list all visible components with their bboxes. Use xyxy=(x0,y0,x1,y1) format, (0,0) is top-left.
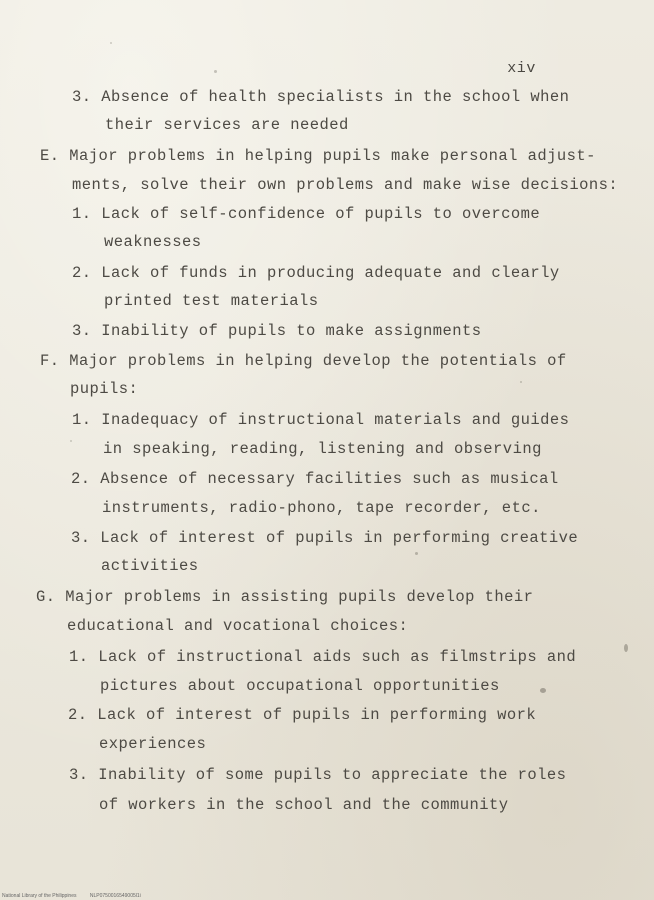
page-number: xiv xyxy=(507,60,536,77)
text-line: printed test materials xyxy=(104,292,319,310)
text-line: G. Major problems in assisting pupils develop their xyxy=(36,588,534,606)
text-line: 2. Lack of funds in producing adequate and clearly xyxy=(72,264,560,282)
text-line: experiences xyxy=(99,735,207,753)
paper-speck xyxy=(520,381,522,383)
paper-speck xyxy=(540,688,546,693)
text-line: 3. Inability of pupils to make assignments xyxy=(72,322,482,340)
text-line: instruments, radio-phono, tape recorder, etc. xyxy=(102,499,541,517)
text-line: E. Major problems in helping pupils make personal adjust- xyxy=(40,147,596,165)
text-line: of workers in the school and the community xyxy=(99,796,509,814)
archive-footer xyxy=(2,893,153,899)
paper-speck xyxy=(70,440,72,442)
paper-speck xyxy=(110,42,112,44)
text-line: pictures about occupational opportunities xyxy=(100,677,500,695)
text-line: 1. Inadequacy of instructional materials and guides xyxy=(72,411,570,429)
text-line: activities xyxy=(101,557,199,575)
text-line: 1. Lack of instructional aids such as filmstrips and xyxy=(69,648,577,666)
text-line: pupils: xyxy=(70,380,139,398)
text-line: 1. Lack of self-confidence of pupils to overcome xyxy=(72,205,541,223)
text-line: in speaking, reading, listening and observing xyxy=(103,440,542,458)
text-line: 3. Lack of interest of pupils in performing creative xyxy=(71,529,579,547)
text-line: F. Major problems in helping develop the potentials of xyxy=(40,352,567,370)
text-line: 3. Inability of some pupils to appreciate the roles xyxy=(69,766,567,784)
footer-code: NLP0750016549005l1i xyxy=(89,893,141,899)
text-line: their services are needed xyxy=(105,116,349,134)
paper-speck xyxy=(624,644,628,652)
paper-speck xyxy=(415,552,418,555)
paper-speck xyxy=(214,70,217,73)
text-line: 2. Lack of interest of pupils in performing work xyxy=(68,706,537,724)
footer-library: National Library of the Philippines xyxy=(2,893,77,899)
text-line: 3. Absence of health specialists in the school when xyxy=(72,88,570,106)
text-line: educational and vocational choices: xyxy=(67,617,409,635)
text-line: ments, solve their own problems and make wise decisions: xyxy=(72,176,619,194)
text-line: weaknesses xyxy=(104,233,202,251)
text-line: 2. Absence of necessary facilities such as musical xyxy=(71,470,559,488)
